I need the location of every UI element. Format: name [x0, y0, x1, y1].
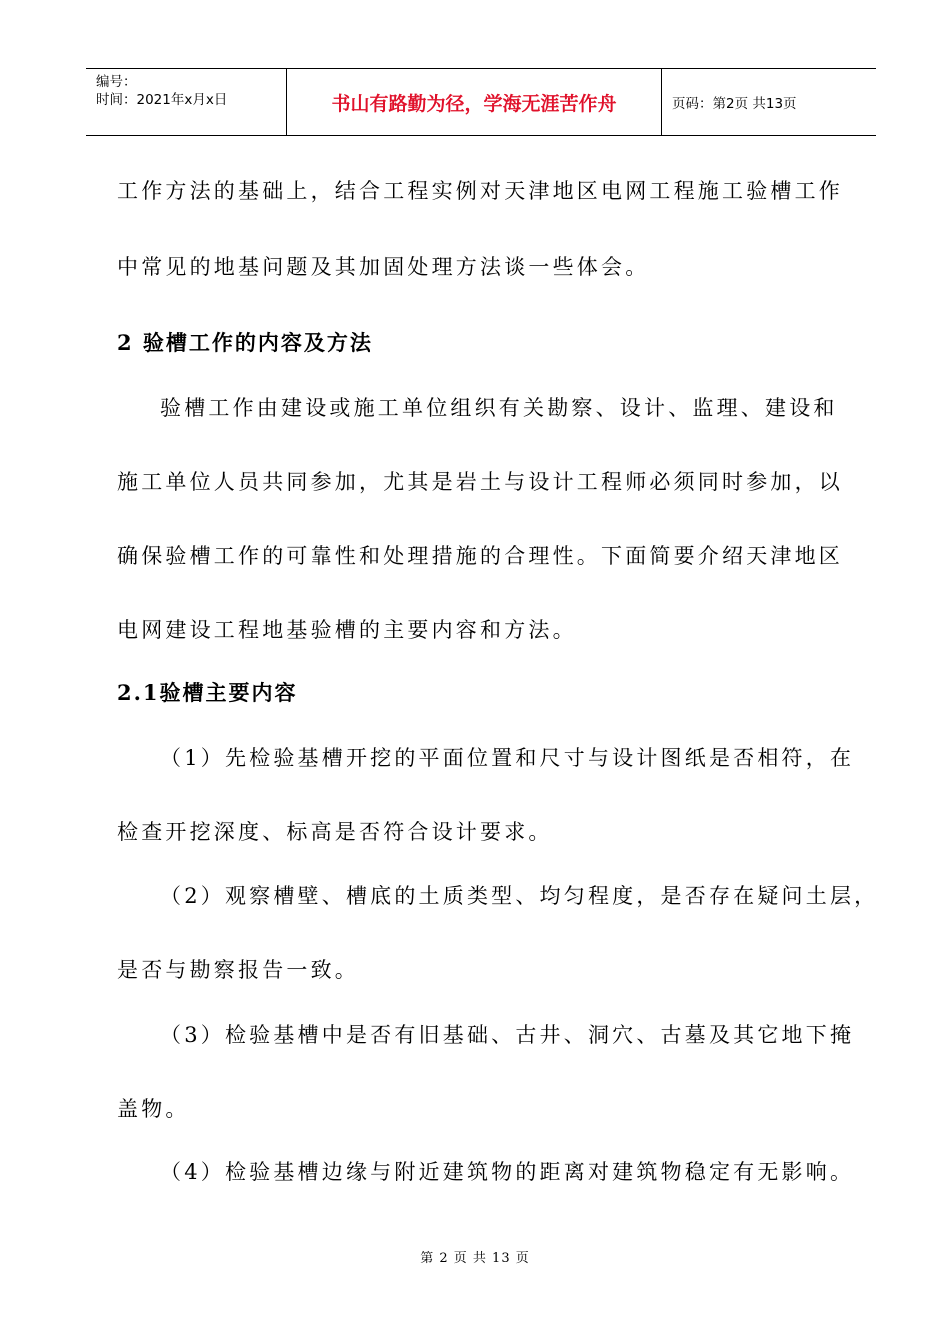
- page-footer: 第 2 页 共 13 页: [420, 1251, 530, 1266]
- body-line: 盖物。: [117, 1097, 190, 1121]
- page-header: [86, 68, 876, 136]
- subsection-heading: 2.1验槽主要内容: [117, 680, 298, 705]
- body-line: 确保验槽工作的可靠性和处理措施的合理性。下面简要介绍天津地区: [117, 544, 843, 568]
- body-line: 电网建设工程地基验槽的主要内容和方法。: [117, 618, 577, 642]
- list-item: （4）检验基槽边缘与附近建筑物的距离对建筑物稳定有无影响。: [160, 1160, 855, 1184]
- body-line: 施工单位人员共同参加，尤其是岩土与设计工程师必须同时参加，以: [117, 470, 843, 494]
- header-meta: [86, 69, 287, 135]
- header-page-info: 页码：第2页 共13页: [672, 96, 797, 112]
- body-line: 验槽工作由建设或施工单位组织有关勘察、设计、监理、建设和: [160, 396, 838, 420]
- document-number-label: 编号：: [96, 74, 137, 90]
- body-line: 检查开挖深度、标高是否符合设计要求。: [117, 820, 553, 844]
- document-date: 时间：2021年x月x日: [96, 92, 228, 108]
- header-motto: 书山有路勤为径，学海无涯苦作舟: [287, 69, 662, 135]
- body-line: 工作方法的基础上，结合工程实例对天津地区电网工程施工验槽工作: [117, 179, 843, 203]
- list-item: （2）观察槽壁、槽底的土质类型、均匀程度，是否存在疑问土层，: [160, 884, 879, 908]
- list-item: （1）先检验基槽开挖的平面位置和尺寸与设计图纸是否相符，在: [160, 746, 855, 770]
- section-heading: 2 验槽工作的内容及方法: [117, 330, 373, 355]
- body-line: 是否与勘察报告一致。: [117, 958, 359, 982]
- body-line: 中常见的地基问题及其加固处理方法谈一些体会。: [117, 255, 650, 279]
- list-item: （3）检验基槽中是否有旧基础、古井、洞穴、古墓及其它地下掩: [160, 1023, 855, 1047]
